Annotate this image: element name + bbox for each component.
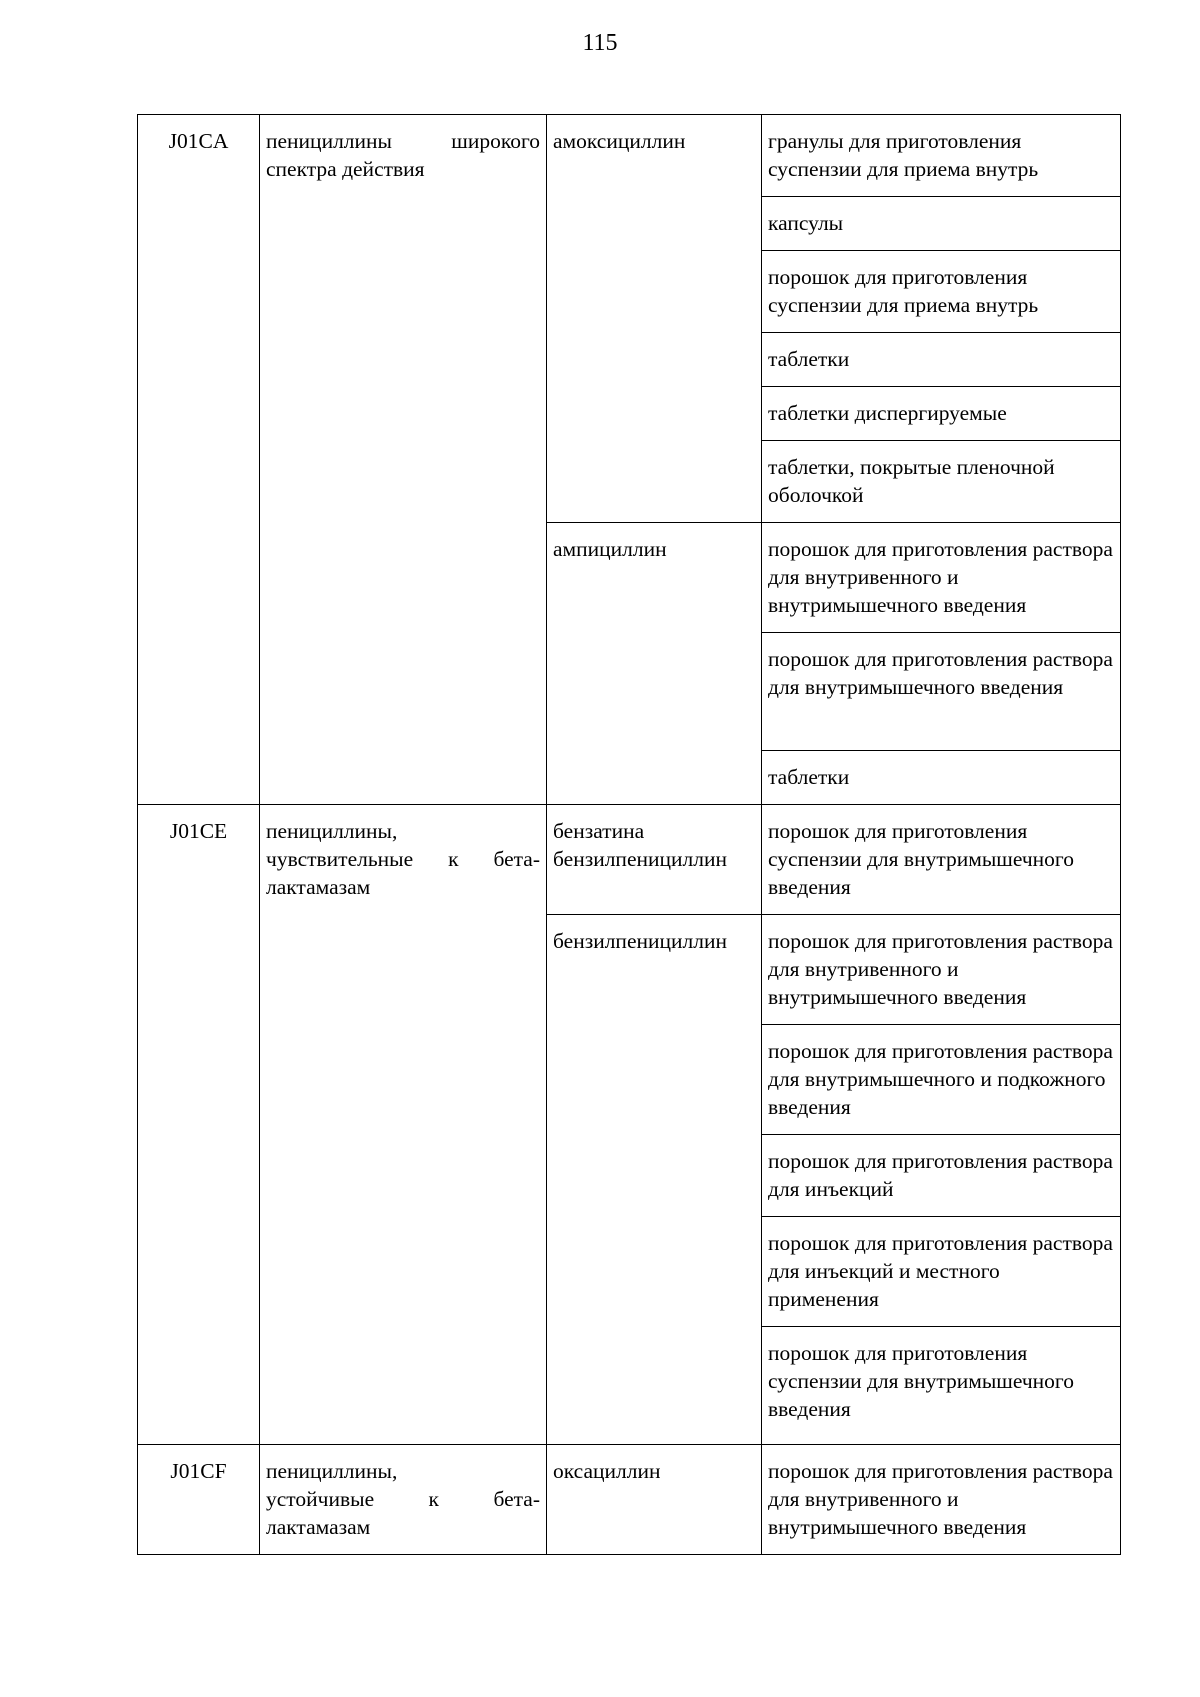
table-row: [138, 115, 1121, 197]
table-row: [138, 1445, 1121, 1555]
dosage-form-cell: порошок для приготовления раствора для внутримышечного введения: [762, 633, 1121, 751]
dosage-form-cell: порошок для приготовления раствора для инъекций и местного применения: [762, 1217, 1121, 1327]
substance-cell: [547, 915, 762, 1445]
table-row: [138, 805, 1121, 915]
substance-cell: [547, 523, 762, 805]
atc-group-cell: [260, 1445, 547, 1555]
dosage-form-cell: порошок для приготовления раствора для внутримышечного и подкожного введения: [762, 1025, 1121, 1135]
atc-code-cell: J01CE: [138, 805, 260, 1445]
substance-cell: [547, 805, 762, 915]
dosage-form-cell: таблетки: [762, 333, 1121, 387]
dosage-form-cell: порошок для приготовления раствора для внутривенного и внутримышечного введения: [762, 1445, 1121, 1555]
dosage-form-cell: порошок для приготовления раствора для внутривенного и внутримышечного введения: [762, 915, 1121, 1025]
substance-cell: [547, 1445, 762, 1555]
dosage-form-cell: порошок для приготовления суспензии для внутримышечного введения: [762, 805, 1121, 915]
substance-line: ампициллин: [553, 537, 667, 561]
atc-code-cell: J01CA: [138, 115, 260, 805]
dosage-form-cell: таблетки диспергируемые: [762, 387, 1121, 441]
drug-classification-table: [137, 114, 1121, 1555]
dosage-form-cell: порошок для приготовления раствора для внутривенного и внутримышечного введения: [762, 523, 1121, 633]
group-line: пенициллины,: [266, 819, 398, 843]
substance-line: оксациллин: [553, 1459, 661, 1483]
atc-group-cell: [260, 115, 547, 805]
group-line: спектра действия: [266, 157, 425, 181]
dosage-form-cell: таблетки: [762, 751, 1121, 805]
group-line: лактамазам: [266, 1515, 371, 1539]
substance-line: бензилпенициллин: [553, 929, 727, 953]
group-line: лактамазам: [266, 875, 371, 899]
substance-line: амоксициллин: [553, 129, 686, 153]
dosage-form-cell: гранулы для приготовления суспензии для приема внутрь: [762, 115, 1121, 197]
atc-group-cell: [260, 805, 547, 1445]
dosage-form-cell: порошок для приготовления раствора для инъекций: [762, 1135, 1121, 1217]
dosage-form-cell: таблетки, покрытые пленочной оболочкой: [762, 441, 1121, 523]
substance-line: бензилпенициллин: [553, 847, 727, 871]
substance-cell: [547, 115, 762, 523]
dosage-form-cell: порошок для приготовления суспензии для приема внутрь: [762, 251, 1121, 333]
group-line: пенициллины широкого: [266, 129, 540, 153]
dosage-form-cell: капсулы: [762, 197, 1121, 251]
atc-code-cell: J01CF: [138, 1445, 260, 1555]
dosage-form-cell: порошок для приготовления суспензии для внутримышечного введения: [762, 1327, 1121, 1445]
group-line: пенициллины,: [266, 1459, 398, 1483]
group-line: чувствительные к бета-: [266, 847, 540, 871]
page-number: 115: [582, 30, 618, 56]
substance-line: бензатина: [553, 819, 645, 843]
group-line: устойчивые к бета-: [266, 1487, 540, 1511]
